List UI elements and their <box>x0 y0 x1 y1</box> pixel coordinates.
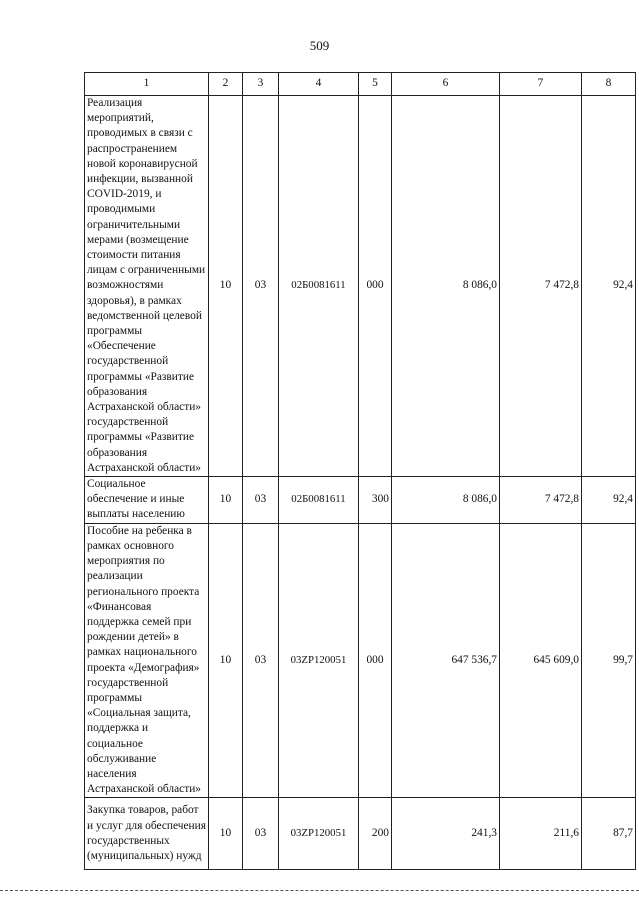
row-description: Закупка товаров, работ и услуг для обеспечения государственных (муниципальных) нужд <box>85 798 209 870</box>
row-section: 10 <box>209 798 243 870</box>
table-row <box>85 477 636 524</box>
table-row <box>85 96 636 477</box>
header-col-2: 2 <box>209 73 243 96</box>
header-col-3: 3 <box>243 73 279 96</box>
row-planned-amount: 647 536,7 <box>392 523 500 798</box>
table-header-row <box>85 73 636 96</box>
row-description: Реализация мероприятий, проводимых в связи с распространением новой коронавирусной инфекции, вызванной COVID-2019, и проводимыми ограничительными мерами (возмещение стоимости питания лицам с ограниченными возможностями здоровья), в рамках ведомственной целевой программы «Обеспечение государственной программы «Развитие образования Астраханской области» государственной программы «Развитие образования Астраханской области» <box>85 96 209 477</box>
row-actual-amount: 645 609,0 <box>500 523 582 798</box>
budget-table <box>84 72 636 870</box>
header-col-4: 4 <box>279 73 359 96</box>
header-col-8: 8 <box>582 73 636 96</box>
row-expense-type: 000 <box>359 523 392 798</box>
row-description: Пособие на ребенка в рамках основного мероприятия по реализации регионального проекта «Финансовая поддержка семей при рождении детей» в рамках национального проекта «Демография» государственной программы «Социальная защита, поддержка и социальное обслуживание населения Астраханской области» <box>85 523 209 798</box>
row-percent: 87,7 <box>582 798 636 870</box>
row-percent: 99,7 <box>582 523 636 798</box>
header-col-6: 6 <box>392 73 500 96</box>
row-subsection: 03 <box>243 523 279 798</box>
row-planned-amount: 241,3 <box>392 798 500 870</box>
row-subsection: 03 <box>243 477 279 524</box>
row-planned-amount: 8 086,0 <box>392 477 500 524</box>
header-col-7: 7 <box>500 73 582 96</box>
row-section: 10 <box>209 523 243 798</box>
table-row <box>85 523 636 798</box>
page-bottom-divider <box>0 890 639 891</box>
row-planned-amount: 8 086,0 <box>392 96 500 477</box>
row-percent: 92,4 <box>582 96 636 477</box>
row-expense-type: 300 <box>359 477 392 524</box>
row-actual-amount: 211,6 <box>500 798 582 870</box>
header-col-5: 5 <box>359 73 392 96</box>
row-subsection: 03 <box>243 798 279 870</box>
row-target-code: 02Б0081611 <box>279 477 359 524</box>
row-target-code: 02Б0081611 <box>279 96 359 477</box>
row-actual-amount: 7 472,8 <box>500 477 582 524</box>
page-number: 509 <box>309 38 330 53</box>
row-expense-type: 200 <box>359 798 392 870</box>
row-target-code: 03ZP120051 <box>279 523 359 798</box>
row-actual-amount: 7 472,8 <box>500 96 582 477</box>
row-description: Социальное обеспечение и иные выплаты населению <box>85 477 209 524</box>
header-col-1: 1 <box>85 73 209 96</box>
row-expense-type: 000 <box>359 96 392 477</box>
row-section: 10 <box>209 477 243 524</box>
row-subsection: 03 <box>243 96 279 477</box>
table-row <box>85 798 636 870</box>
row-section: 10 <box>209 96 243 477</box>
row-target-code: 03ZP120051 <box>279 798 359 870</box>
row-percent: 92,4 <box>582 477 636 524</box>
